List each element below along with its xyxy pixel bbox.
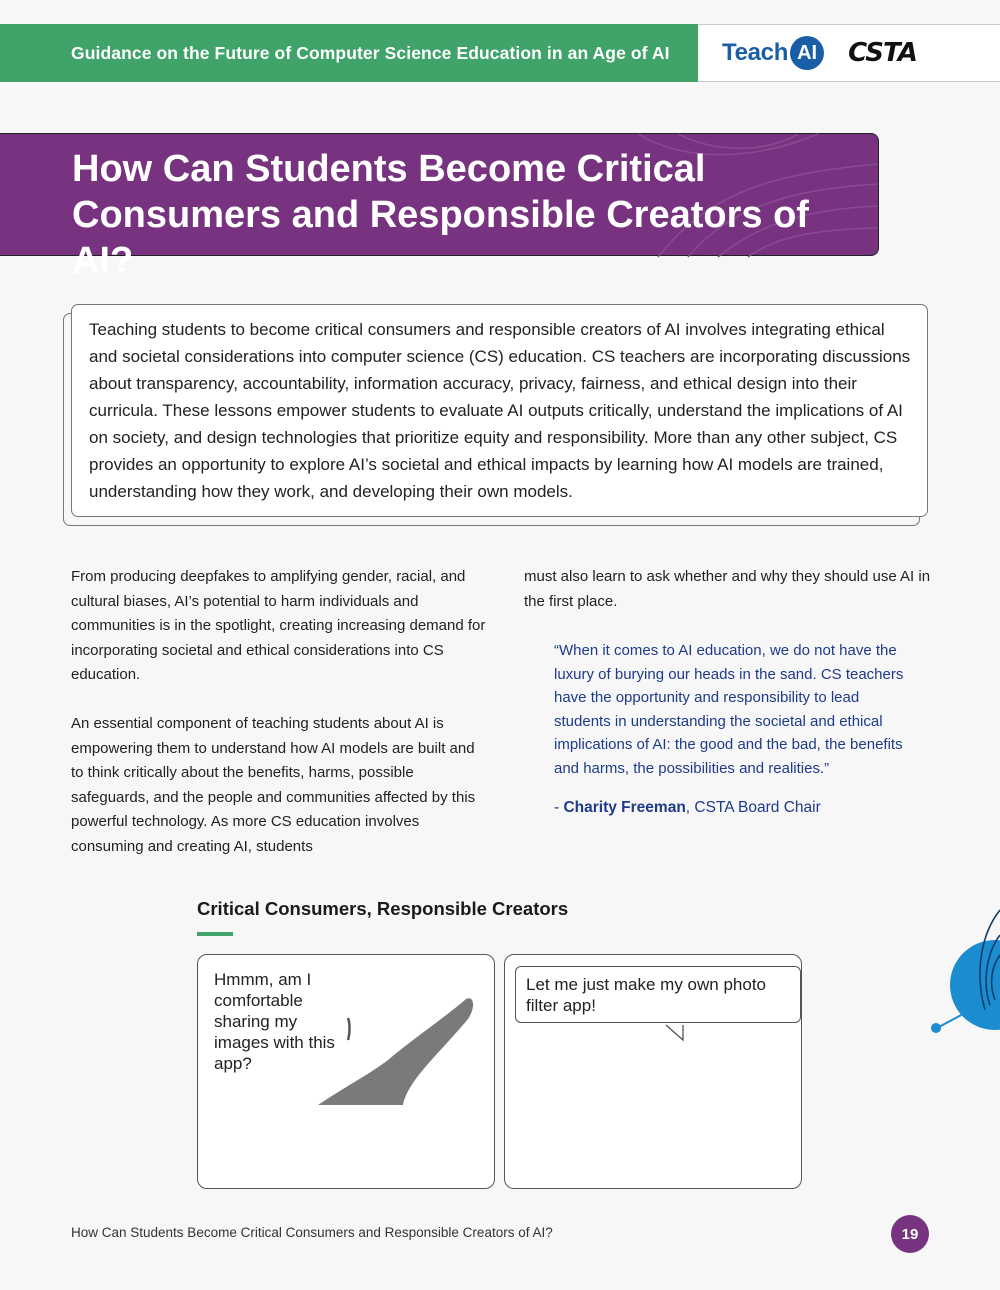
speech-bubble: Let me just make my own photo filter app!: [515, 966, 801, 1023]
quote-author: Charity Freeman: [563, 799, 686, 816]
pull-quote: “When it comes to AI education, we do not have the luxury of burying our heads in the sand. CS teachers have the opportunity and responsibility to lead students in understanding the societal and ethical implications of AI: the good and the bad, the benefits and harms, the possibilities and realities.”: [554, 642, 904, 777]
comic-panel-1-text: Hmmm, am I comfortable sharing my images with this app?: [214, 970, 335, 1073]
header-title: Guidance on the Future of Computer Science Education in an Age of AI: [71, 42, 670, 63]
teachai-logo-word: Teach: [722, 39, 789, 66]
right-column: [524, 565, 934, 821]
csta-logo: CSTA: [848, 38, 917, 68]
intro-box: [71, 304, 928, 517]
quote-author-role: , CSTA Board Chair: [685, 799, 821, 816]
header-title-bar: [0, 24, 698, 82]
teachai-logo: [722, 36, 824, 70]
attribution-dash: -: [554, 799, 564, 816]
comic-title-underline: [197, 932, 233, 936]
decorative-circle-icon: [925, 905, 1000, 1045]
footer-text: How Can Students Become Critical Consumers and Responsible Creators of AI?: [71, 1225, 553, 1240]
page-header: [0, 24, 1000, 82]
intro-text: Teaching students to become critical consumers and responsible creators of AI involves integrating ethical and societal considerations into computer science (CS) education. CS teachers are incorporating discussions about transparency, accountability, information accuracy, privacy, fairness, and ethical design into their curricula. These lessons empower students to evaluate AI outputs critically, understand the implications of AI on society, and design technologies that prioritize equity and responsibility. More than any other subject, CS provides an opportunity to explore AI’s societal and ethical impacts by learning how AI models are trained, understanding how they work, and developing their own models.: [89, 320, 911, 501]
page-number: 19: [891, 1215, 929, 1253]
comic-panel-1: [197, 954, 495, 1189]
shark-fin-icon: [308, 985, 488, 1115]
teachai-logo-badge: AI: [790, 36, 824, 70]
body-paragraph-2: An essential component of teaching students about AI is empowering them to understand how AI models are built and to think critically about the benefits, harms, possible safeguards, and the people and communities affected by this powerful technology. As more CS education involves consuming and creating AI, students: [71, 715, 476, 855]
page-title: How Can Students Become Critical Consumers and Responsible Creators of AI?: [72, 148, 809, 282]
title-banner: [0, 133, 879, 282]
speech-bubble-tail-icon: [665, 1024, 689, 1042]
header-logos: [698, 24, 1000, 82]
comic-panel-2: [504, 954, 802, 1189]
body-paragraph-2-continued: must also learn to ask whether and why they should use AI in the first place.: [524, 568, 931, 610]
quote-attribution: [554, 796, 934, 821]
body-paragraph-1: From producing deepfakes to amplifying gender, racial, and cultural biases, AI’s potential to harm individuals and communities is in the spotlight, creating increasing demand for incorporating societal and ethical considerations into CS education.: [71, 568, 486, 683]
comic-title: Critical Consumers, Responsible Creators: [197, 898, 569, 919]
left-column: [71, 565, 491, 859]
